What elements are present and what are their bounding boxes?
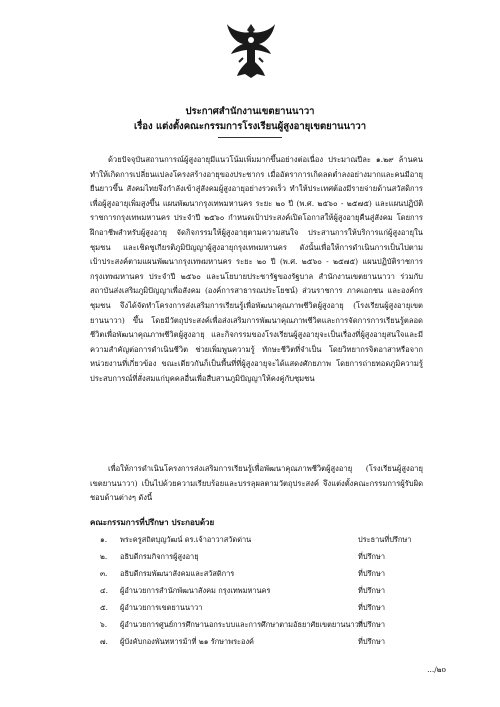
announcement-title: ประกาศสำนักงานเขตยานนาวา: [185, 106, 315, 117]
list-item: [90, 585, 430, 602]
item-number: ๓.: [100, 569, 108, 578]
item-number: ๕.: [100, 603, 108, 612]
list-item: [90, 568, 430, 585]
member-role: ที่ปรึกษา: [358, 586, 386, 595]
member-role: ที่ปรึกษา: [358, 569, 386, 578]
garuda-emblem-icon: [225, 18, 277, 82]
item-number: ๖.: [100, 620, 108, 629]
member-name: อธิบดีกรมพัฒนาสังคมและสวัสดิการ: [120, 569, 235, 578]
committee-list: [90, 534, 430, 653]
member-name: ผู้บังคับกองพันทหารม้าที่ ๒๑ รักษาพระองค์: [120, 637, 254, 646]
list-item: [90, 602, 430, 619]
member-role: ที่ปรึกษา: [358, 620, 386, 629]
member-role: ที่ปรึกษา: [358, 603, 386, 612]
member-role: ประธานที่ปรึกษา: [358, 535, 412, 544]
item-number: ๔.: [100, 586, 108, 595]
member-role: ที่ปรึกษา: [358, 637, 386, 646]
item-number: ๗.: [100, 637, 108, 646]
member-name: ผู้อำนวยการเขตยานนาวา: [120, 603, 203, 612]
title-divider: [218, 137, 282, 138]
item-number: ๑.: [100, 535, 108, 544]
list-item: [90, 636, 430, 653]
member-role: ที่ปรึกษา: [358, 552, 386, 561]
list-item: [90, 619, 430, 636]
member-name: พระครูสถิตบุญวัฒน์ ดร.เจ้าอาวาสวัดด่าน: [120, 535, 252, 544]
list-item: [90, 534, 430, 551]
list-item: [90, 551, 430, 568]
announcement-subject: เรื่อง แต่งตั้งคณะกรรมการโรงเรียนผู้สูงอายุเขตยานนาวา: [133, 121, 367, 132]
member-name: อธิบดีกรมกิจการผู้สูงอายุ: [120, 552, 199, 561]
body-paragraph-2: เพื่อให้การดำเนินโครงการส่งเสริมการเรียนรู้เพื่อพัฒนาคุณภาพชีวิตผู้สูงอายุ (โรงเรียนผู้สูงอายุเขตยานนาวา) เป็นไปด้วยความเรียบร้อยและบรรลุผลตามวัตถุประสงค์ จึงแต่งตั้งคณะกรรมการผู้รับผิดชอบด้านต่างๆ ดังนี้: [90, 464, 423, 503]
member-name: ผู้อำนวยการสำนักพัฒนาสังคม กรุงเทพมหานคร: [120, 586, 271, 595]
member-name: ผู้อำนวยการศูนย์การศึกษานอกระบบและการศึกษาตามอัธยาศัยเขตยานนาวา: [120, 620, 363, 629]
body-paragraph-1: ด้วยปัจจุบันสถานการณ์ผู้สูงอายุมีแนวโน้มเพิ่มมากขึ้นอย่างต่อเนื่อง ประมาณปีละ ๑.๒๙ ล้านคน ทำให้เกิดการเปลี่ยนแปลงโครงสร้างอายุของประชากร เมื่ออัตราการเกิดลดต่ำลงอย่างมากและคนมีอายุยืนยาวขึ้น สังคมไทยจึงกำลังเข้าสู่สังคมผู้สูงอายุอย่างรวดเร็ว ทำให้ประเทศต้องมีรายจ่ายด้านสวัสดิการเพื่อผู้สูงอายุเพิ่มสูงขึ้น แผนพัฒนากรุงเทพมหานคร ระยะ ๒๐ ปี (พ.ศ. ๒๕๖๐ - ๒๕๗๕) และแผนปฏิบัติราชการกรุงเทพมหานคร ประจำปี ๒๕๖๐ กำหนดเป้าประสงค์เปิดโอกาสให้ผู้สูงอายุคืนสู่สังคม โดยการฝึกอาชีพสำหรับผู้สูงอายุ จัดกิจกรรมให้ผู้สูงอายุตามความสนใจ ประสานการให้บริการแก่ผู้สูงอายุในชุมชน และเชิดชูเกียรติภูมิปัญญาผู้สูงอายุกรุงเทพมหานคร ดังนั้นเพื่อให้การดำเนินการเป็นไปตามเป้าประสงค์ตามแผนพัฒนากรุงเทพมหานคร ระยะ ๒๐ ปี (พ.ศ. ๒๕๖๐ - ๒๕๗๕) แผนปฏิบัติราชการกรุงเทพมหานคร ประจำปี ๒๕๖๐ และนโยบายประชารัฐของรัฐบาล สำนักงานเขตยานนาวา ร่วมกับสถาบันส่งเสริมภูมิปัญญาเพื่อสังคม (องค์การสาธารณประโยชน์) ส่วนราชการ ภาคเอกชน และองค์กรชุมชน จึงได้จัดทำโครงการส่งเสริมการเรียนรู้เพื่อพัฒนาคุณภาพชีวิตผู้สูงอายุ (โรงเรียนผู้สูงอายุเขตยานนาวา) ขึ้น โดยมีวัตถุประสงค์เพื่อส่งเสริมการพัฒนาคุณภาพชีวิตและการจัดการการเรียนรู้ตลอดชีวิตเพื่อพัฒนาคุณภาพชีวิตผู้สูงอายุ และกิจกรรมของโรงเรียนผู้สูงอายุจะเป็นเรื่องที่ผู้สูงอายุสนใจและมีความสำคัญต่อการดำเนินชีวิต ช่วยเพิ่มพูนความรู้ ทักษะชีวิตที่จำเป็น โดยวิทยากรจิตอาสาหรือจากหน่วยงานที่เกี่ยวข้อง ขณะเดียวกันก็เป็นพื้นที่ที่ผู้สูงอายุจะได้แสดงศักยภาพ โดยการถ่ายทอดภูมิความรู้ประสบการณ์ที่สั่งสมแก่บุคคลอื่นเพื่อสืบสานภูมิปัญญาให้คงคู่กับชุมชน: [90, 155, 423, 383]
item-number: ๒.: [100, 552, 108, 561]
page-continuation-marker: .../๒o: [427, 665, 446, 674]
committee-heading: คณะกรรมการที่ปรึกษา ประกอบด้วย: [90, 517, 215, 527]
